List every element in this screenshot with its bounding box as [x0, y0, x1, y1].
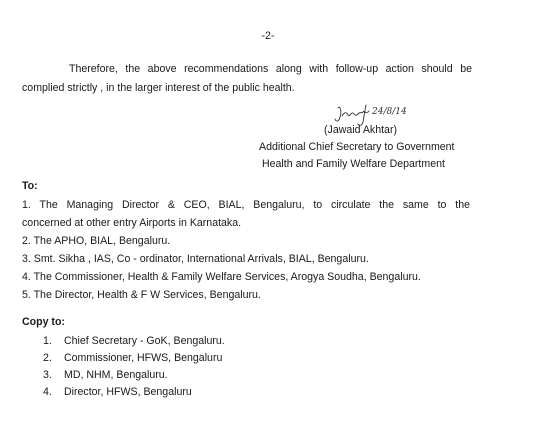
to-item-1-line-2: concerned at other entry Airports in Karnataka. — [22, 217, 242, 229]
copy-to-item — [43, 352, 222, 364]
copy-to-item — [43, 369, 168, 381]
copy-to-item — [43, 335, 225, 347]
body-paragraph — [22, 60, 472, 98]
signatory-name: (Jawaid Akhtar) — [324, 124, 398, 136]
signature-date: 24/8/14 — [372, 107, 407, 117]
paragraph-line-1: Therefore, the above recommendations along with follow-up action should be — [69, 63, 472, 75]
copy-to-item-text: Director, HFWS, Bengaluru — [64, 386, 192, 398]
copy-to-item — [43, 386, 192, 398]
paragraph-line-2: complied strictly , in the larger interest of the public health. — [22, 82, 295, 94]
copy-to-heading: Copy to: — [22, 316, 65, 328]
to-item-4: 4. The Commissioner, Health & Family Welfare Services, Arogya Soudha, Bengaluru. — [22, 271, 421, 283]
copy-to-item-number: 3. — [43, 369, 52, 381]
page-number: -2- — [261, 30, 275, 42]
copy-to-item-number: 4. — [43, 386, 52, 398]
to-heading: To: — [22, 180, 38, 192]
copy-to-item-text: MD, NHM, Bengaluru. — [64, 369, 168, 381]
to-item-1-line-1: 1. The Managing Director & CEO, BIAL, Bengaluru, to circulate the same to the — [22, 199, 470, 211]
to-item-3: 3. Smt. Sikha , IAS, Co - ordinator, International Arrivals, BIAL, Bengaluru. — [22, 253, 369, 265]
copy-to-item-text: Commissioner, HFWS, Bengaluru — [64, 352, 223, 364]
signatory-department: Health and Family Welfare Department — [262, 158, 445, 170]
to-item-5: 5. The Director, Health & F W Services, Bengaluru. — [22, 289, 261, 301]
copy-to-item-number: 2. — [43, 352, 52, 364]
signatory-designation: Additional Chief Secretary to Government — [259, 141, 455, 153]
to-item-2: 2. The APHO, BIAL, Bengaluru. — [22, 235, 171, 247]
copy-to-item-text: Chief Secretary - GoK, Bengaluru. — [64, 335, 225, 347]
copy-to-item-number: 1. — [43, 335, 52, 347]
